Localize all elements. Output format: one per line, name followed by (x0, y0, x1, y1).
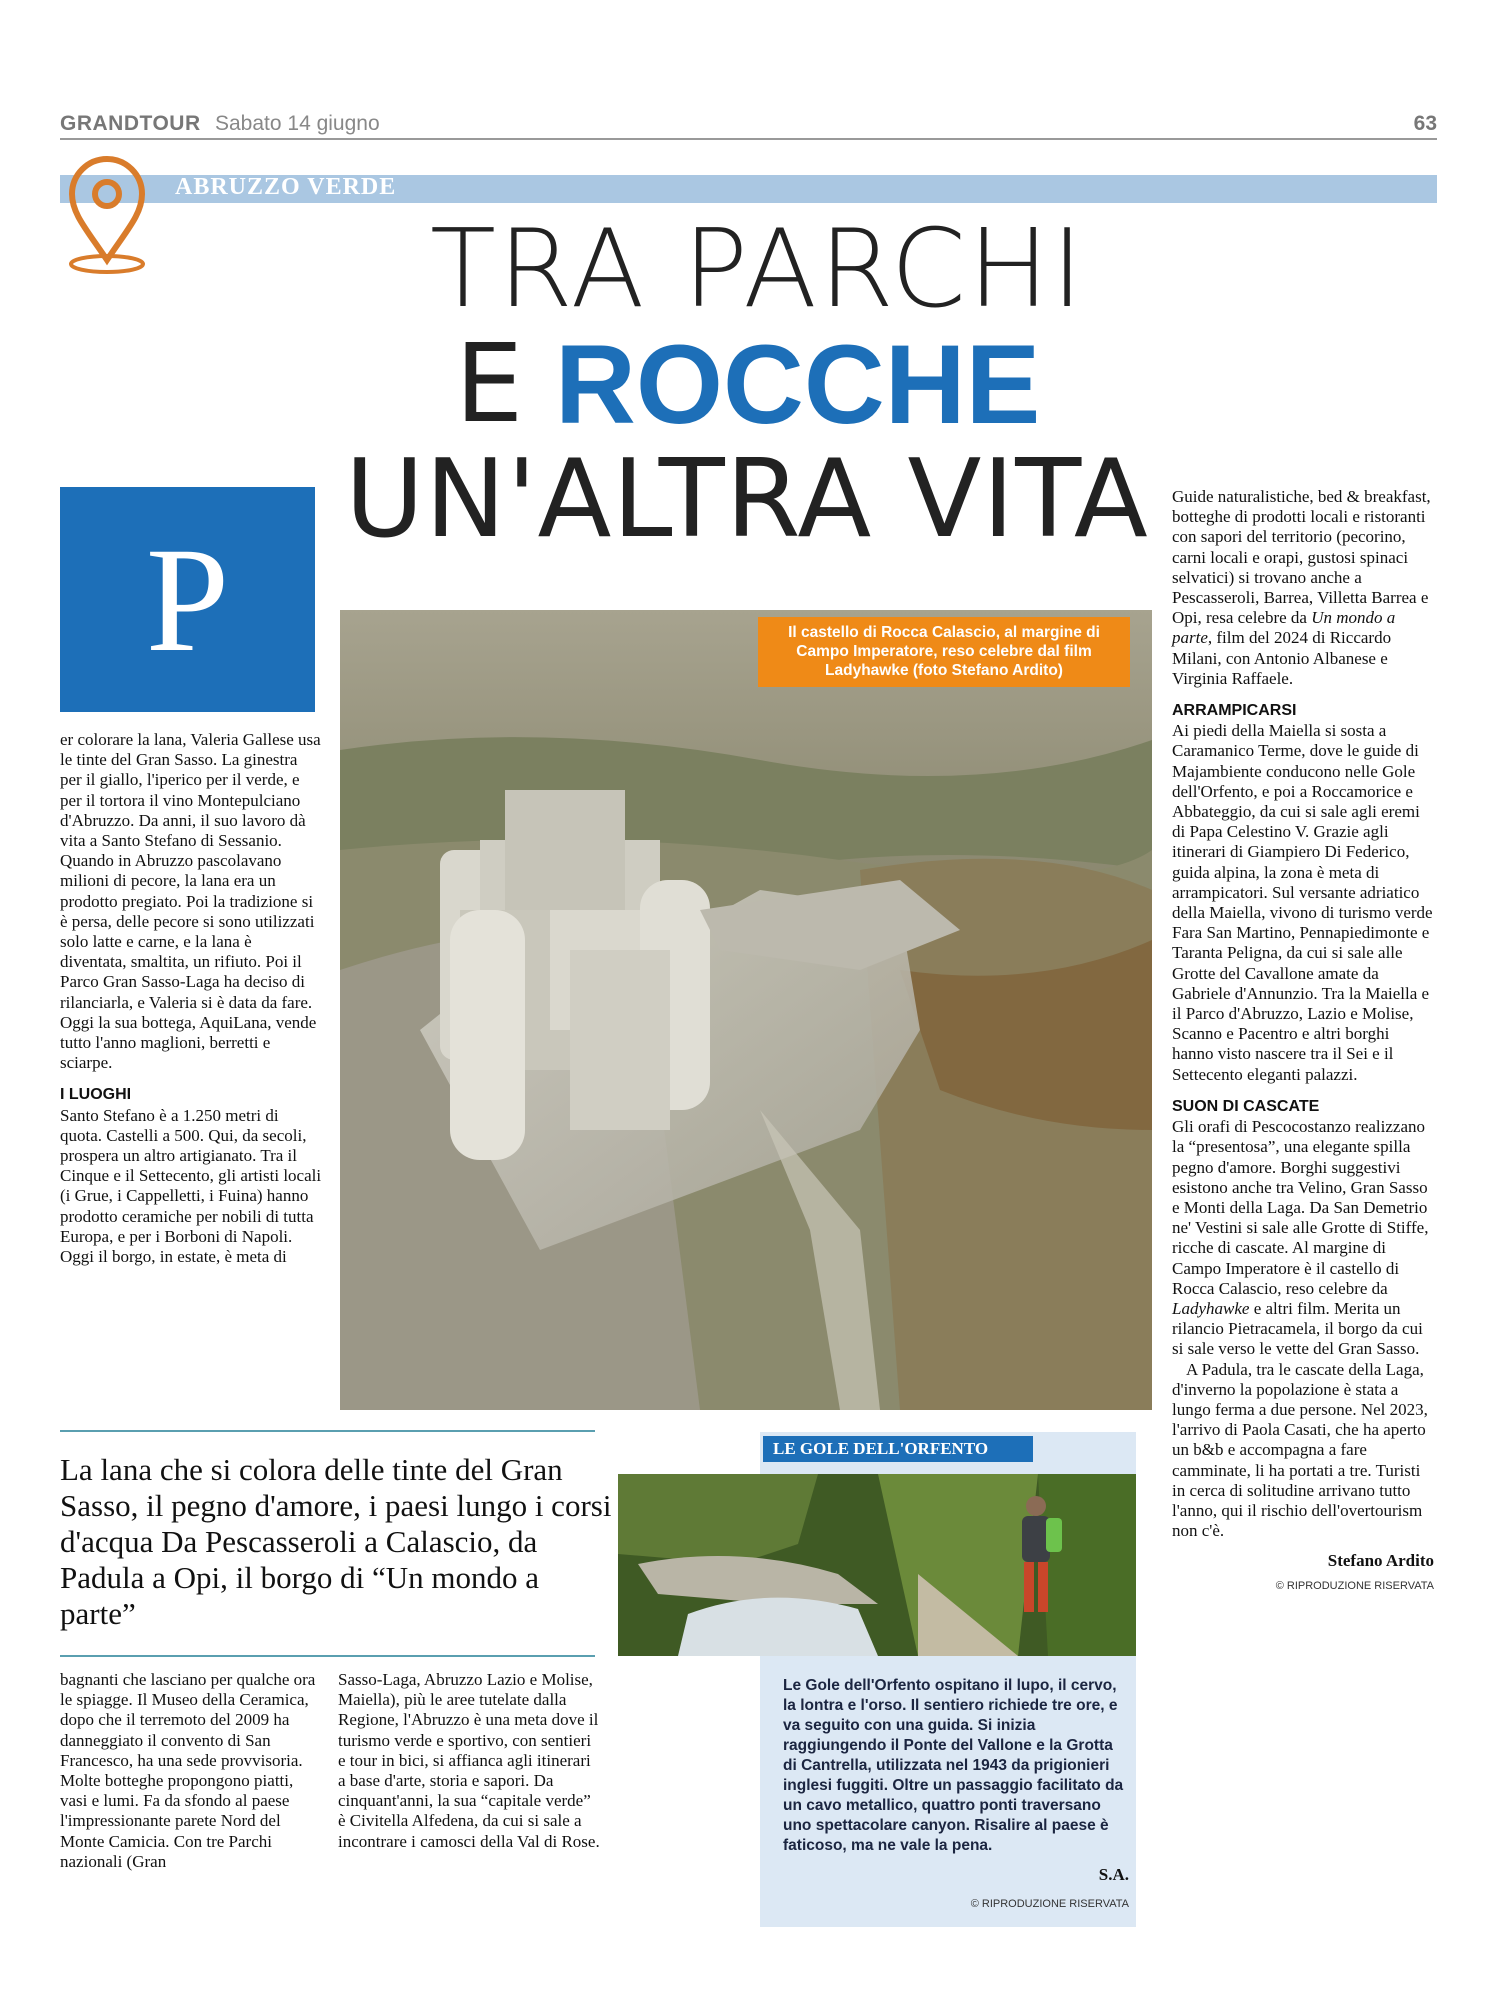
pull-quote-top-rule (60, 1430, 595, 1432)
photo-caption: Il castello di Rocca Calascio, al margine di Campo Imperatore, reso celebre dal film Ladyhawke (foto Stefano Ardito) (758, 617, 1130, 687)
subheading-arrampicarsi: ARRAMPICARSI (1172, 702, 1297, 720)
film-title-italic: Ladyhawke (1172, 1298, 1250, 1318)
paragraph: Ai piedi della Maiella si sosta a Caramanico Terme, dove le guide di Majambiente conducono nelle Gole dell'Orfento, e poi a Roccamorice e Abbateggio, da cui si sale agli eremi di Papa Celestino V. Grazie agli itinerari di Giampiero Di Federico, guida alpina, la zona è meta di arrampicatori. Sul versante adriatico della Maiella, vivono di turismo verde Fara San Martino, Pennapiedimonte e Taranta Peligna, da cui si sale alle Grotte del Cavallone amate da Gabriele d'Annunzio. Tra la Maiella e il Parco d'Abruzzo, Lazio e Molise, Scanno e Pacentro e altri borghi hanno visto nascere tra il Sei e il Settecento eleganti palazzi. (1172, 721, 1433, 1084)
header-divider (60, 138, 1437, 140)
issue-date: Sabato 14 giugno (215, 112, 380, 135)
copyright-notice: © RIPRODUZIONE RISERVATA (1275, 1579, 1434, 1592)
text-run: Gli orafi di Pescocostanzo realizzano la “presentosa”, una elegante spilla pegno d'amore. Borghi suggestivi esistono anche tra Velino, Gran Sasso e Monti della Laga. Da San Demetrio ne' Vestini si sale alle Grotte di Stiffe, ricche di cascate. Al margine di Campo Imperatore è il castello di Rocca Calascio, reso celebre da (1172, 1117, 1429, 1298)
paragraph: Sasso-Laga, Abruzzo Lazio e Molise, Maiella), più le aree tutelate dalla Regione, l'Abruzzo è una meta dove il turismo verde e sportivo, con sentieri e tour in bici, si affianca agli itinerari a base d'arte, storia e sapori. Da cinquant'anni, la sua “capitale verde” è Civitella Alfedena, da cui si sale a incontrare i camosci della Val di Rose. (338, 1670, 600, 1851)
gorge-photo (618, 1474, 1136, 1656)
pull-quote: La lana che si colora delle tinte del Gran Sasso, il pegno d'amore, i paesi lungo i corsi d'acqua Da Pescasseroli a Calascio, da Padula a Opi, il borgo di “Un mondo a parte” (60, 1452, 612, 1631)
article-column-3 (338, 1670, 600, 1852)
headline-line-2a: E (455, 322, 524, 447)
sidebar-box-label: LE GOLE DELL'ORFENTO (763, 1436, 1033, 1462)
paragraph: bagnanti che lasciano per qualche ora le spiagge. Il Museo della Ceramica, dopo che il terremoto del 2009 ha danneggiato il convento di San Francesco, ha una sede provvisoria. Molte botteghe propongono piatti, vasi e lumi. Fa da sfondo al paese l'impressionante parete Nord del Monte Camicia. Con tre Parchi nazionali (Gran (60, 1670, 316, 1871)
pull-quote-bottom-rule (60, 1655, 595, 1657)
headline-highlight: ROCCHE (555, 322, 1041, 447)
text-run: Guide naturalistiche, bed & breakfast, botteghe di prodotti locali e ristoranti con sapori del territorio (pecorino, carni locali e orapi, gustosi spinaci selvatici) si trovano anche a Pescasseroli, Barrea, Villetta Barrea e Opi, resa celebre da (1172, 487, 1431, 628)
text-run: , film del 2024 di Riccardo Milani, con Antonio Albanese e Virginia Raffaele. (1172, 628, 1392, 688)
paragraph (1172, 487, 1434, 689)
hiker-in-gorge-illustration (618, 1474, 1136, 1656)
paragraph (1172, 1117, 1434, 1359)
rocca-calascio-illustration (340, 610, 1152, 1410)
author-signature: Stefano Ardito (1327, 1551, 1434, 1571)
paragraph: Santo Stefano è a 1.250 metri di quota. Castelli a 500. Qui, da secoli, prospera un altro artigianato. Tra il Cinque e il Settecento, gli artisti locali (i Grue, i Cappelletti, i Fuina) hanno prodotto ceramiche per nobili di tutta Europa, e per i Borboni di Napoli. Oggi il borgo, in estate, è meta di (60, 1105, 322, 1267)
page-number: 63 (1413, 112, 1437, 135)
subheading-luoghi: I LUOGHI (60, 1086, 132, 1104)
article-column-2 (60, 1670, 322, 1872)
subheading-cascate: SUON DI CASCATE (1172, 1097, 1320, 1115)
article-column-1 (60, 730, 322, 1267)
drop-cap-letter: P (145, 517, 230, 683)
section-label: ABRUZZO VERDE (175, 174, 397, 200)
paragraph: A Padula, tra le cascate della Laga, d'inverno la popolazione è stata a lungo ferma a due persone. Nel 2023, l'arrivo di Paola Casati, che ha aperto un b&b e accompagna a fare camminate, li ha portati a tre. Turisti in cerca di solitudine arrivano tutto l'anno, qui il rischio dell'overtourism non c'è. (1172, 1359, 1428, 1541)
sidebar-box-signature: S.A. (1098, 1865, 1129, 1884)
headline-line-3: UN'ALTRA VITA (345, 437, 1149, 562)
castle-photo (340, 610, 1152, 1410)
map-pin-icon (62, 152, 152, 277)
article-column-right (1172, 487, 1434, 1596)
paragraph: er colorare la lana, Valeria Gallese usa le tinte del Gran Sasso. La ginestra per il giallo, l'iperico per il verde, e per il tortora il vino Montepulciano d'Abruzzo. Da anni, il suo lavoro dà vita a Santo Stefano di Sessanio. Quando in Abruzzo pascolavano milioni di pecore, la lana era un prodotto pregiato. Poi la tradizione si è persa, delle pecore si sono utilizzati solo latte e carne, e la lana è diventata, smaltita, un rifiuto. Poi il Parco Gran Sasso-Laga ha deciso di rilanciarla, e Valeria si è data da fare. Oggi la sua bottega, AquiLana, vende tutto l'anno maglioni, berretti e sciarpe. (60, 730, 321, 1073)
sidebar-box-copyright: © RIPRODUZIONE RISERVATA (970, 1898, 1129, 1910)
sidebar-box-text: Le Gole dell'Orfento ospitano il lupo, il cervo, la lontra e l'orso. Il sentiero richiede tre ore, e va seguito con una guida. Si inizia raggiungendo il Ponte del Vallone e la Grotta di Cantrella, utilizzata nel 1943 da prigionieri inglesi fuggiti. Oltre un passaggio facilitato da un cavo metallico, quattro ponti traversano uno spettacolare canyon. Risalire al paese è faticoso, ma ne vale la pena. (783, 1677, 1124, 1854)
newspaper-brand: GRANDTOUR (60, 112, 201, 135)
text-run: e altri film. Merita un rilancio Pietracamela, il borgo da cui si sale verso le vette del Gran Sasso. (1172, 1298, 1423, 1359)
headline-line-1: TRA PARCHI (430, 207, 1086, 332)
film-title-italic: Un mondo a parte (1172, 608, 1396, 648)
